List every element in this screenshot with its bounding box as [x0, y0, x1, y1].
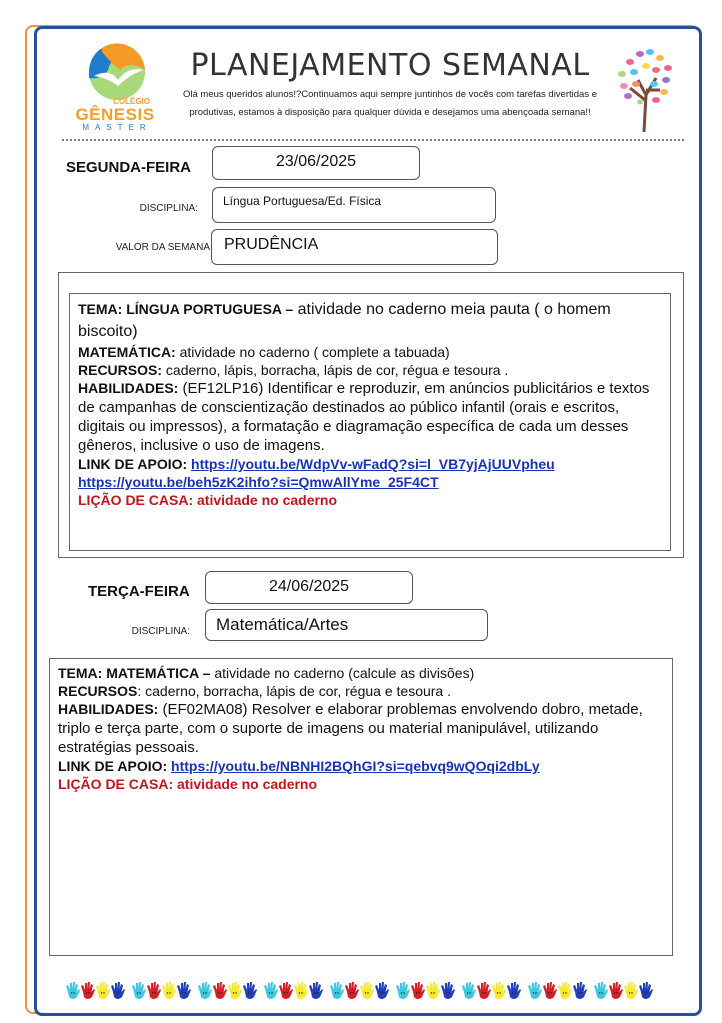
hand-icon: [440, 980, 455, 1002]
day-content-segunda: [69, 293, 671, 551]
disciplina-value: Matemática/Artes: [216, 615, 349, 634]
link-row: LINK DE APOIO: https://youtu.be/NBNHI2BQhGI?si=qebvq9wQOqi2dbLy: [58, 758, 540, 774]
hand-icon: [278, 980, 293, 1002]
hand-icon: [506, 980, 521, 1002]
hand-icon: [608, 980, 623, 1002]
hand-icon: [293, 980, 308, 1002]
tema-row: TEMA: MATEMÁTICA – atividade no caderno (calcule as divisões): [58, 665, 475, 681]
colorful-hands-border: [65, 980, 665, 1006]
hand-icon: [242, 980, 257, 1002]
logo-colegio: COLÉGIO: [113, 97, 150, 106]
hand-icon: [461, 980, 476, 1002]
valor-semana-value: PRUDÊNCIA: [224, 236, 319, 253]
habilidades-row: HABILIDADES: (EF12LP16) Identificar e reproduzir, em anúncios publicitários e textos de campanhas de conscientização destinados ao público infantil (orais e escritos, digitais ou impressos), a formatação e diagramação específica de cada um desses gêneros, inclusive o uso de imagens.: [78, 380, 650, 454]
header-separator: [62, 139, 684, 141]
hand-icon: [395, 980, 410, 1002]
hand-icon: [425, 980, 440, 1002]
hand-icon: [542, 980, 557, 1002]
support-link-2[interactable]: https://youtu.be/beh5zK2ihfo?si=QmwAllYme_25F4CT: [78, 474, 439, 490]
hand-icon: [557, 980, 572, 1002]
licao-de-casa: LIÇÃO DE CASA: atividade no caderno: [58, 776, 318, 792]
hand-icon: [572, 980, 587, 1002]
hand-icon: [374, 980, 389, 1002]
date-field-segunda: [212, 146, 420, 180]
logo-master: MASTER: [82, 123, 152, 132]
hand-icon: [197, 980, 212, 1002]
page-title: PLANEJAMENTO SEMANAL: [190, 48, 590, 83]
date-field-terca: [205, 571, 413, 604]
hand-icon: [329, 980, 344, 1002]
habilidades-row: HABILIDADES: (EF02MA08) Resolver e elaborar problemas envolvendo dobro, metade, triplo e terça parte, com o suporte de imagens ou material manipulável, utilizando estratégias pessoais.: [58, 701, 643, 756]
date-value: 24/06/2025: [268, 578, 350, 595]
recursos-row: RECURSOS: caderno, lápis, borracha, lápis de cor, régua e tesoura .: [78, 362, 509, 378]
hand-icon: [623, 980, 638, 1002]
hand-icon: [359, 980, 374, 1002]
hand-icon: [476, 980, 491, 1002]
licao-de-casa: LIÇÃO DE CASA: atividade no caderno: [78, 492, 338, 508]
hand-icon: [263, 980, 278, 1002]
hand-icon: [344, 980, 359, 1002]
disciplina-value: Língua Portuguesa/Ed. Física: [223, 194, 382, 208]
colorful-tree-icon: [610, 40, 680, 135]
hand-icon: [161, 980, 176, 1002]
hand-icon: [638, 980, 653, 1002]
support-link-1[interactable]: https://youtu.be/NBNHI2BQhGI?si=qebvq9wQOqi2dbLy: [171, 758, 540, 774]
hand-icon: [593, 980, 608, 1002]
hand-icon: [146, 980, 161, 1002]
valor-semana-field: [211, 229, 498, 265]
disciplina-label: DISCIPLINA:: [131, 626, 190, 637]
logo-genesis: GÊNESIS: [75, 105, 155, 124]
hand-icon: [227, 980, 242, 1002]
valor-semana-label: VALOR DA SEMANA: [115, 242, 210, 253]
school-logo-text: [70, 97, 160, 133]
disciplina-label: DISCIPLINA:: [139, 203, 198, 214]
day-content-terca: [49, 658, 673, 956]
tema-row: TEMA: LÍNGUA PORTUGUESA – atividade no caderno meia pauta ( o homem biscoito): [78, 301, 611, 340]
link-row: LINK DE APOIO: https://youtu.be/WdpVv-wFadQ?si=l_VB7yjAjUUVpheu: [78, 456, 555, 472]
recursos-row: RECURSOS: caderno, borracha, lápis de cor, régua e tesoura .: [58, 683, 451, 699]
hand-icon: [410, 980, 425, 1002]
disciplina-field-segunda: [212, 187, 496, 223]
hand-icon: [80, 980, 95, 1002]
day-label-terca: TERÇA-FEIRA: [88, 583, 190, 600]
day-label-segunda: SEGUNDA-FEIRA: [66, 159, 192, 176]
intro-message: Olá meus queridos alunos!?Continuamos aqui sempre juntinhos de vocês com tarefas divertidas e produtivas, estamos à disposição para qualquer dúvida e desejamos uma abençoada semana!!: [182, 89, 597, 118]
hand-icon: [308, 980, 323, 1002]
matematica-row: MATEMÁTICA: atividade no caderno ( complete a tabuada): [78, 344, 450, 360]
hand-icon: [491, 980, 506, 1002]
hand-icon: [176, 980, 191, 1002]
hand-icon: [110, 980, 125, 1002]
hand-icon: [131, 980, 146, 1002]
date-value: 23/06/2025: [275, 153, 357, 170]
hand-icon: [95, 980, 110, 1002]
hand-icon: [212, 980, 227, 1002]
hand-icon: [65, 980, 80, 1002]
support-link-1[interactable]: https://youtu.be/WdpVv-wFadQ?si=l_VB7yjAjUUVpheu: [191, 456, 555, 472]
hand-icon: [527, 980, 542, 1002]
disciplina-field-terca: [205, 609, 488, 641]
